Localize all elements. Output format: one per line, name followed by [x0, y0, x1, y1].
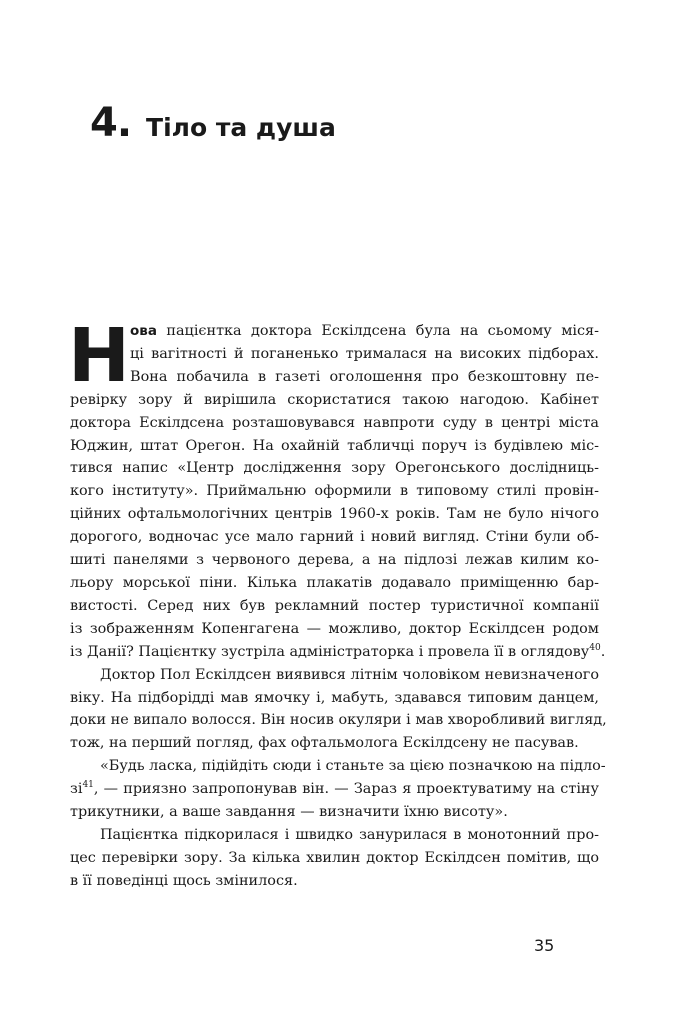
text-line: шиті панелями з червоного дерева, а на підлозі лежав килим ко-: [70, 552, 599, 569]
text-line: доки не випало волосся. Він носив окуляри і мав хворобливий вигляд,: [70, 712, 607, 729]
text-line: ревірку зору й вирішила скористатися такою нагодою. Кабінет: [70, 391, 599, 408]
body-text: [68, 313, 607, 893]
text-line: Доктор Пол Ескілдсен виявився літнім чоловіком невизначеного: [100, 666, 599, 683]
lead-in-word: ова: [130, 323, 157, 339]
text-line: тож, на перший погляд, фах офтальмолога Ескілдсену не пасував.: [70, 735, 579, 752]
footnote-ref-40[interactable]: 40: [589, 642, 601, 653]
text-line: цес перевірки зору. За кілька хвилин доктор Ескілдсен помітив, що: [70, 849, 599, 866]
page-number: 35: [534, 936, 555, 955]
text-line: віку. На підборідді мав ямочку і, мабуть, здавався типовим данцем,: [70, 689, 599, 706]
chapter-title: Тіло та душа: [146, 113, 336, 142]
text-line: $зі^{41}$, — приязно запропонував він. — Зараз я проектуватиму на стіну: [70, 780, 599, 798]
text-line: ова пацієнтка доктора Ескілдсена була на сьомому міся-: [130, 323, 600, 339]
chapter-number-dot: .: [116, 100, 133, 146]
chapter-number: 4: [90, 100, 117, 146]
text-line: Вона побачила в газеті оголошення про безкоштовну пе-: [130, 368, 599, 385]
text-line: із Данії? Пацієнтку зустріла адміністраторка і провела її в оглядову$^{40}$.: [70, 642, 606, 660]
text-line: із зображенням Копенгагена — можливо, доктор Ескілдсен родом: [70, 620, 599, 637]
drop-cap: Н: [68, 313, 130, 399]
text-line: в її поведінці щось змінилося.: [70, 872, 298, 889]
text-line: дорогого, водночас усе мало гарний і новий вигляд. Стіни були об-: [70, 529, 599, 546]
text-line: тився напис «Центр дослідження зору Орегонського дослідниць-: [70, 460, 599, 477]
text-line: доктора Ескілдсена розташовувався навпроти суду в центрі міста: [70, 414, 599, 431]
chapter-heading: [90, 100, 336, 146]
text-line: Пацієнтка підкорилася і швидко занурилася в монотонний про-: [100, 826, 599, 843]
text-line: трикутники, а ваше завдання — визначити їхню висоту».: [70, 804, 508, 821]
text-line: вистості. Серед них був рекламний постер туристичної компанії: [70, 597, 599, 614]
text-line: льору морської піни. Кілька плакатів додавало приміщенню бар-: [70, 574, 599, 591]
text-line: кого інституту». Приймальню оформили в типовому стилі провін-: [70, 483, 599, 500]
text-line: Юджин, штат Орегон. На охайній табличці поруч із будівлею міс-: [70, 437, 599, 454]
text-line: «Будь ласка, підійдіть сюди і станьте за цією позначкою на підло-: [100, 758, 606, 775]
text-line: ці вагітності й поганенько трималася на високих підборах.: [130, 345, 599, 362]
footnote-ref-41[interactable]: 41: [82, 780, 94, 791]
text-line: ційних офтальмологічних центрів 1960-х років. Там не було нічого: [70, 506, 599, 523]
